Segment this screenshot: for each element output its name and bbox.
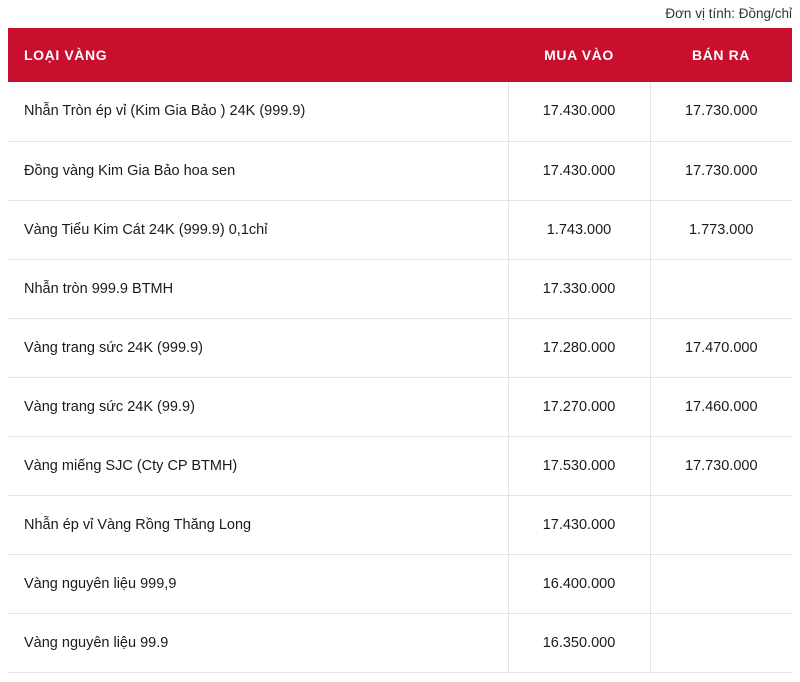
cell-sell-price: 17.460.000 bbox=[650, 377, 792, 436]
cell-buy-price: 17.430.000 bbox=[508, 82, 650, 141]
cell-gold-type: Vàng trang sức 24K (999.9) bbox=[8, 318, 508, 377]
cell-sell-price: 17.730.000 bbox=[650, 436, 792, 495]
cell-buy-price: 16.350.000 bbox=[508, 613, 650, 672]
table-row bbox=[8, 377, 792, 436]
cell-gold-type: Nhẫn ép vỉ Vàng Rồng Thăng Long bbox=[8, 495, 508, 554]
cell-gold-type: Vàng Tiểu Kim Cát 24K (999.9) 0,1chỉ bbox=[8, 200, 508, 259]
cell-gold-type: Vàng miếng SJC (Cty CP BTMH) bbox=[8, 436, 508, 495]
cell-gold-type: Vàng nguyên liệu 99.9 bbox=[8, 613, 508, 672]
table-body bbox=[8, 82, 792, 672]
cell-sell-price bbox=[650, 495, 792, 554]
table-row bbox=[8, 613, 792, 672]
cell-gold-type: Vàng trang sức 24K (99.9) bbox=[8, 377, 508, 436]
cell-gold-type: Đồng vàng Kim Gia Bảo hoa sen bbox=[8, 141, 508, 200]
unit-note: Đơn vị tính: Đồng/chỉ bbox=[665, 6, 792, 21]
cell-buy-price: 17.280.000 bbox=[508, 318, 650, 377]
table-row bbox=[8, 554, 792, 613]
cell-sell-price: 17.730.000 bbox=[650, 82, 792, 141]
table-row bbox=[8, 436, 792, 495]
table-header-row bbox=[8, 28, 792, 82]
cell-gold-type: Nhẫn Tròn ép vỉ (Kim Gia Bảo ) 24K (999.9) bbox=[8, 82, 508, 141]
table-row bbox=[8, 200, 792, 259]
cell-sell-price: 17.470.000 bbox=[650, 318, 792, 377]
cell-buy-price: 17.530.000 bbox=[508, 436, 650, 495]
gold-price-table bbox=[8, 28, 792, 673]
cell-buy-price: 17.270.000 bbox=[508, 377, 650, 436]
table-row bbox=[8, 495, 792, 554]
cell-sell-price bbox=[650, 613, 792, 672]
cell-sell-price: 17.730.000 bbox=[650, 141, 792, 200]
table-header bbox=[8, 28, 792, 82]
cell-buy-price: 16.400.000 bbox=[508, 554, 650, 613]
table-row bbox=[8, 141, 792, 200]
cell-sell-price bbox=[650, 554, 792, 613]
cell-sell-price: 1.773.000 bbox=[650, 200, 792, 259]
column-header-sell: BÁN RA bbox=[650, 28, 792, 82]
table-row bbox=[8, 318, 792, 377]
cell-gold-type: Vàng nguyên liệu 999,9 bbox=[8, 554, 508, 613]
cell-gold-type: Nhẫn tròn 999.9 BTMH bbox=[8, 259, 508, 318]
cell-buy-price: 1.743.000 bbox=[508, 200, 650, 259]
column-header-type: LOẠI VÀNG bbox=[8, 28, 508, 82]
cell-buy-price: 17.430.000 bbox=[508, 495, 650, 554]
table-row bbox=[8, 259, 792, 318]
table-row bbox=[8, 82, 792, 141]
cell-buy-price: 17.430.000 bbox=[508, 141, 650, 200]
cell-sell-price bbox=[650, 259, 792, 318]
column-header-buy: MUA VÀO bbox=[508, 28, 650, 82]
cell-buy-price: 17.330.000 bbox=[508, 259, 650, 318]
